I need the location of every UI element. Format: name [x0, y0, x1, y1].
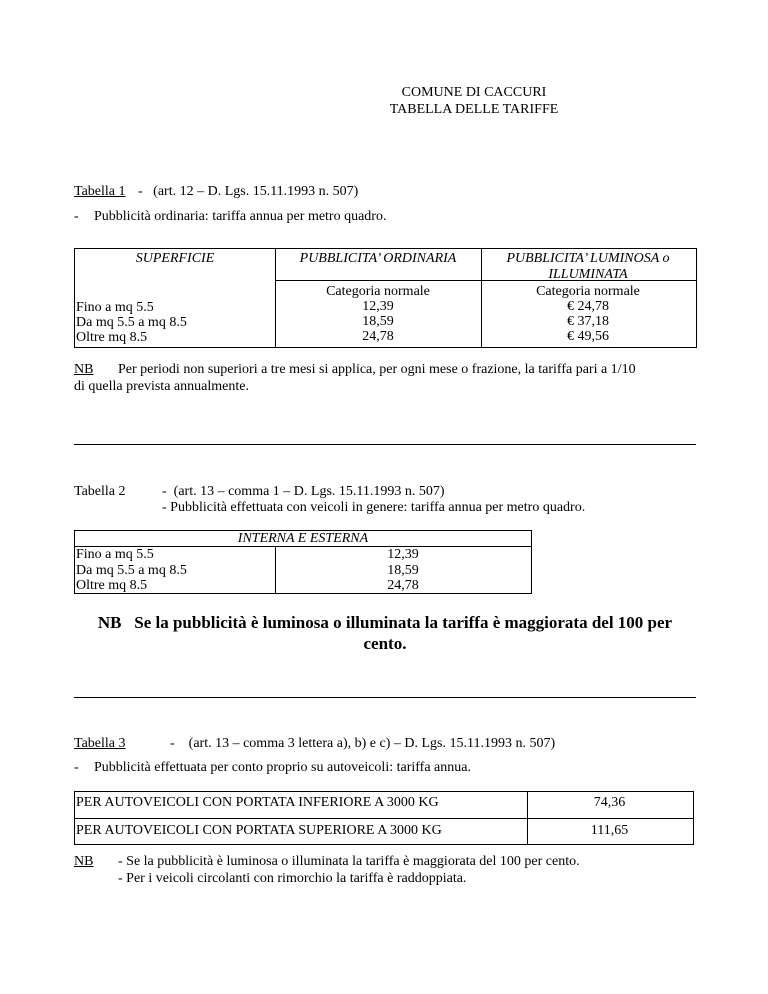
tabella2-table [74, 530, 532, 594]
tabella3-table [74, 791, 694, 845]
tabella2-row-label: Fino a mq 5.5 [76, 547, 154, 562]
tabella2-nb-line1: NB Se la pubblicità è luminosa o illuminata la tariffa è maggiorata del 100 per [97, 613, 673, 632]
tabella2-ref: - (art. 13 – comma 1 – D. Lgs. 15.11.1993 n. 507) [162, 484, 445, 499]
tabella2-nb-line2: cento. [363, 634, 407, 653]
tabella2-nb [74, 612, 696, 654]
tabella1-cell-luminosa: € 37,18 [567, 314, 609, 329]
tabella1-nb-text-1: Per periodi non superiori a tre mesi si applica, per ogni mese o frazione, la tariffa pari a 1/10 [118, 362, 636, 377]
tabella1-subheader-ordinaria: Categoria normale [326, 284, 430, 299]
tabella3-nb-line1: - Se la pubblicità è luminosa o illuminata la tariffa è maggiorata del 100 per cento. [118, 854, 580, 869]
tabella1-subheader-luminosa: Categoria normale [536, 284, 640, 299]
tabella3-bullet: - [74, 760, 79, 775]
tabella3-ref: - (art. 13 – comma 3 lettera a), b) e c) – D. Lgs. 15.11.1993 n. 507) [170, 736, 556, 751]
tabella1-header-luminosa-line1: PUBBLICITA’ LUMINOSA o [506, 251, 670, 266]
tabella1-ref: - (art. 12 – D. Lgs. 15.11.1993 n. 507) [138, 184, 359, 199]
tabella3-label: Tabella 3 [74, 736, 126, 751]
tabella2-row-value: 24,78 [387, 578, 419, 593]
tabella2-desc: - Pubblicità effettuata con veicoli in genere: tariffa annua per metro quadro. [162, 500, 586, 515]
tabella1-desc: Pubblicità ordinaria: tariffa annua per metro quadro. [94, 209, 387, 224]
title-line-1: COMUNE DI CACCURI [401, 85, 547, 100]
title-line-2: TABELLA DELLE TARIFFE [389, 102, 559, 117]
tabella1-row-label: Da mq 5.5 a mq 8.5 [76, 315, 187, 330]
tabella1-cell-luminosa: € 24,78 [567, 299, 609, 314]
tabella3-row-value: 74,36 [593, 795, 626, 810]
tabella2-header: INTERNA E ESTERNA [237, 531, 369, 546]
tabella1-row-label: Oltre mq 8.5 [76, 330, 148, 345]
tabella1-header-luminosa-line2: ILLUMINATA [548, 267, 628, 282]
tabella1-col-ordinaria [275, 284, 481, 345]
tabella1-col-luminosa [481, 284, 695, 345]
tabella1-table [74, 248, 697, 348]
tabella3-row-label: PER AUTOVEICOLI CON PORTATA INFERIORE A 3000 KG [76, 795, 439, 810]
tabella1-cell-ordinaria: 24,78 [362, 329, 394, 344]
tabella1-bullet: - [74, 209, 79, 224]
tabella2-row-value: 18,59 [387, 563, 419, 578]
tabella1-label: Tabella 1 [74, 184, 126, 199]
tabella1-nb-label: NB [74, 362, 94, 377]
tabella3-row-label: PER AUTOVEICOLI CON PORTATA SUPERIORE A 3000 KG [76, 823, 442, 838]
tabella1-cell-ordinaria: 12,39 [362, 299, 394, 314]
tabella1-cell-ordinaria: 18,59 [362, 314, 394, 329]
tabella1-row-label: Fino a mq 5.5 [76, 300, 154, 315]
tabella2-row-label: Oltre mq 8.5 [76, 578, 148, 593]
tabella1-nb-text-2: di quella prevista annualmente. [74, 379, 249, 394]
document-title [90, 84, 768, 118]
tabella2-row-label: Da mq 5.5 a mq 8.5 [76, 563, 187, 578]
tabella3-nb-label: NB [74, 854, 94, 869]
tabella1-header-ordinaria: PUBBLICITA’ ORDINARIA [299, 251, 457, 266]
tabella3-row-value: 111,65 [590, 823, 629, 838]
divider [74, 444, 696, 445]
divider [74, 697, 696, 698]
tabella3-desc: Pubblicità effettuata per conto proprio su autoveicoli: tariffa annua. [94, 760, 471, 775]
tabella1-header-superficie: SUPERFICIE [135, 251, 215, 266]
tabella2-row-value: 12,39 [387, 547, 419, 562]
tabella2-label: Tabella 2 [74, 484, 126, 499]
tabella1-header-luminosa [481, 251, 695, 283]
tabella1-cell-luminosa: € 49,56 [567, 329, 609, 344]
tabella3-nb-line2: - Per i veicoli circolanti con rimorchio la tariffa è raddoppiata. [118, 871, 467, 886]
